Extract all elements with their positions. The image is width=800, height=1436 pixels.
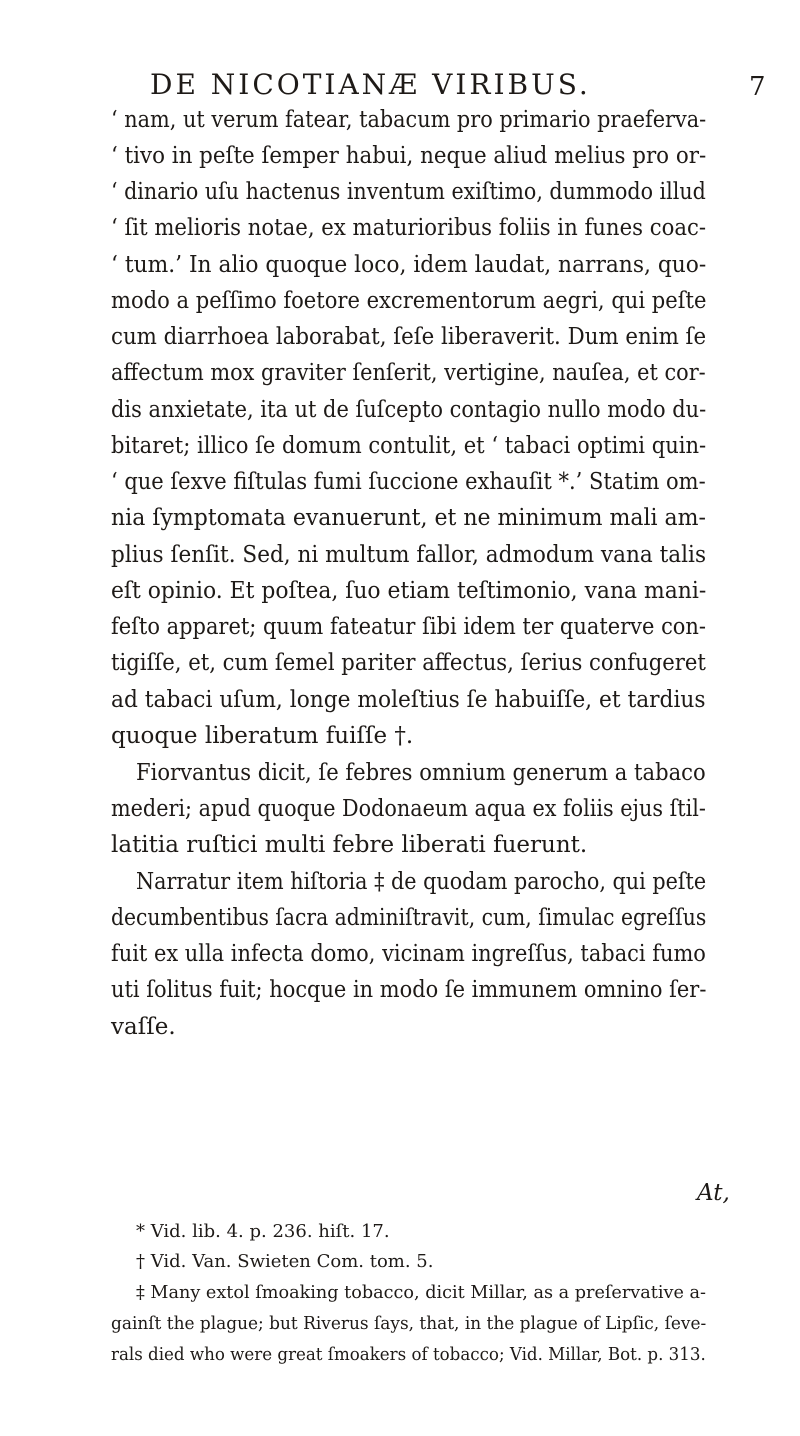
running-title: DE NICOTIANÆ VIRIBUS. xyxy=(150,68,591,101)
catchword: At, xyxy=(697,1180,730,1206)
text-line: plius ſenſit. Sed, ni multum fallor, admodum vana talis xyxy=(111,542,707,568)
footnote: † Vid. Van. Swieten Com. tom. 5. xyxy=(136,1251,434,1272)
text-line: modo a peſſimo foetore excrementorum aegri, qui peſte xyxy=(111,288,707,314)
footnote: ‡ Many extol ſmoaking tobacco, dicit Millar, as a preſervative a- xyxy=(136,1282,706,1303)
footnote: * Vid. lib. 4. p. 236. hiſt. 17. xyxy=(136,1221,390,1242)
text-line: ‘ que ſexve fiſtulas fumi ſuccione exhauſit *.’ Statim om- xyxy=(111,469,706,495)
text-line: ‘ tum.’ In alio quoque loco, idem laudat, narrans, quo- xyxy=(111,252,707,278)
text-line: Fiorvantus dicit, ſe febres omnium generum a tabaco xyxy=(136,760,706,786)
text-line: feſto apparet; quum fateatur ſibi idem ter quaterve con- xyxy=(111,614,706,640)
text-line: cum diarrhoea laborabat, ſeſe liberaverit. Dum enim ſe xyxy=(111,324,707,350)
text-line: quoque liberatum fuiſſe †. xyxy=(111,723,414,749)
text-line: ‘ nam, ut verum fatear, tabacum pro primario praeferva- xyxy=(111,107,707,133)
text-line: latitia ruſtici multi febre liberati fuerunt. xyxy=(111,832,588,858)
text-line: mederi; apud quoque Dodonaeum aqua ex foliis ejus ſtil- xyxy=(111,796,706,822)
text-line: vaſſe. xyxy=(111,1014,176,1040)
footnote-continuation: rals died who were great ſmoakers of tobacco; Vid. Millar, Bot. p. 313. xyxy=(111,1344,706,1365)
text-line: bitaret; illico ſe domum contulit, et ‘ tabaci optimi quin- xyxy=(111,433,707,459)
text-line: eſt opinio. Et poſtea, ſuo etiam teſtimonio, vana mani- xyxy=(111,578,707,604)
text-line: uti ſolitus fuit; hocque in modo ſe immunem omnino ſer- xyxy=(111,977,707,1003)
text-line: affectum mox graviter ſenſerit, vertigine, nauſea, et cor- xyxy=(111,360,706,386)
page-number: 7 xyxy=(749,72,766,102)
text-line: ad tabaci uſum, longe moleſtius ſe habuiſſe, et tardius xyxy=(111,687,706,713)
text-line: dis anxietate, ita ut de ſuſcepto contagio nullo modo du- xyxy=(111,397,707,423)
text-line: ‘ dinario uſu hactenus inventum exiſtimo, dummodo illud xyxy=(111,179,706,205)
text-line: Narratur item hiſtoria ‡ de quodam parocho, qui peſte xyxy=(136,869,707,895)
text-line: ‘ tivo in peſte ſemper habui, neque aliud melius pro or- xyxy=(111,143,707,169)
text-line: decumbentibus ſacra adminiſtravit, cum, ſimulac egreſſus xyxy=(111,905,707,931)
text-line: nia ſymptomata evanuerunt, et ne minimum mali am- xyxy=(111,505,706,531)
footnote-continuation: gainſt the plague; but Riverus ſays, that, in the plague of Lipſic, ſeve- xyxy=(111,1313,707,1334)
text-line: ‘ ſit melioris notae, ex maturioribus foliis in funes coac- xyxy=(111,215,706,241)
text-line: tigiſſe, et, cum ſemel pariter affectus, ſerius confugeret xyxy=(111,650,706,676)
text-line: fuit ex ulla infecta domo, vicinam ingreſſus, tabaci fumo xyxy=(111,941,706,967)
